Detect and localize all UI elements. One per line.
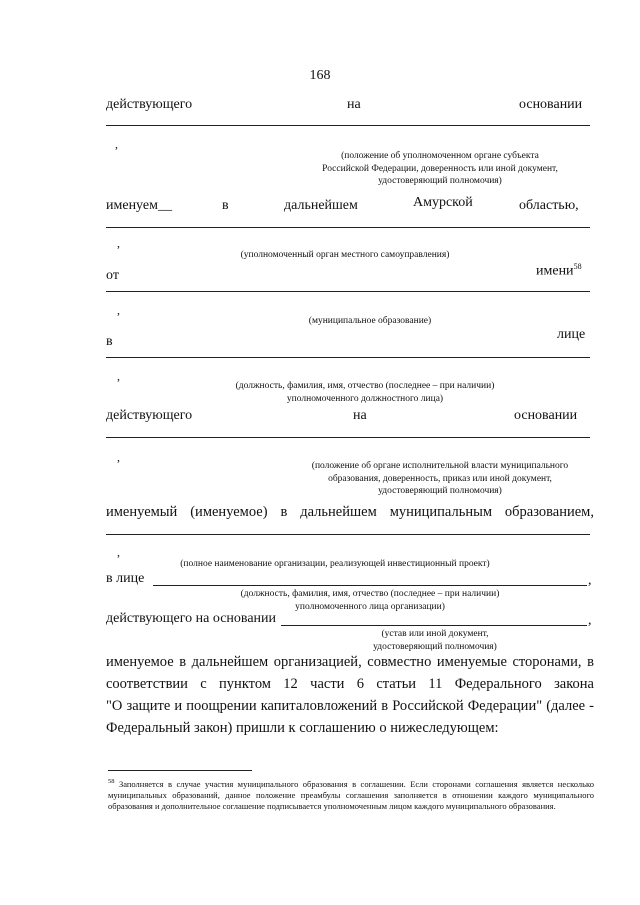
word-imeni — [536, 262, 582, 280]
comma: , — [115, 137, 118, 151]
fill-line — [153, 585, 587, 586]
line-imenuemyy: именуемый (именуемое) в дальнейшем муниципальным образованием, — [106, 504, 594, 520]
field-caption: (муниципальное образование) — [308, 316, 432, 326]
footnote-separator — [108, 770, 252, 771]
paragraph-line-1: именуемое в дальнейшем организацией, совместно именуемые сторонами, в — [106, 654, 594, 670]
word-deystvuyushchego: действующего — [106, 97, 193, 112]
word-oblastyu: областью, — [519, 198, 579, 213]
comma: , — [117, 450, 120, 464]
caption-line: (устав или иной документ, — [381, 629, 489, 639]
comma: , — [117, 369, 120, 383]
caption-line: уполномоченного должностного лица) — [286, 393, 444, 404]
word-ot: от — [106, 268, 119, 283]
word-amurskoy: Амурской — [413, 195, 473, 210]
word-dalneyshem: дальнейшем — [284, 198, 358, 213]
fill-line — [106, 227, 590, 228]
caption-line: удостоверяющий полномочия) — [378, 176, 502, 186]
comma: , — [588, 613, 592, 628]
word-na: на — [353, 408, 367, 423]
field-caption — [355, 628, 515, 653]
word-osnovanii: основании — [519, 97, 583, 112]
comma: , — [117, 303, 120, 317]
caption-line: Российской Федерации, доверенность или иной документ, — [322, 163, 558, 174]
word-na: на — [347, 97, 361, 112]
field-caption — [210, 380, 520, 405]
paragraph-line-2: соответствии с пунктом 12 части 6 статьи 11 Федерального закона — [106, 676, 594, 692]
word-v: в — [106, 334, 113, 349]
fill-line — [281, 625, 587, 626]
fill-line — [106, 291, 590, 292]
field-caption — [220, 588, 520, 613]
label-v-litse: в лице — [106, 571, 145, 586]
footnote — [108, 776, 594, 812]
caption-line: образования, доверенность, приказ или иной документ, — [328, 473, 552, 484]
word-v: в — [222, 198, 229, 213]
comma: , — [588, 573, 592, 588]
comma: , — [117, 545, 120, 559]
word-imenuem: именуем__ — [106, 198, 172, 213]
field-caption — [290, 460, 590, 498]
caption-line: (должность, фамилия, имя, отчество (последнее – при наличии) — [240, 589, 500, 599]
word-litse: лице — [557, 327, 586, 342]
word-imeni-text: имени — [536, 263, 574, 279]
caption-line: удостоверяющий полномочия) — [373, 641, 497, 652]
caption-line: удостоверяющий полномочия) — [378, 486, 502, 496]
fill-line — [106, 125, 590, 126]
footnote-text: Заполняется в случае участия муниципального образования в соглашении. Если сторонами соглашения является несколько муниципальных образований, данное положение преамбулы соглашения заполняется в отношении каждого муниципального образования и дополнительное соглашение подписывается уполномоченным лицом каждого муниципального образования. — [108, 778, 594, 811]
footnote-reference: 58 — [573, 262, 582, 271]
caption-line: (должность, фамилия, имя, отчество (последнее – при наличии) — [235, 381, 495, 391]
field-caption: (уполномоченный орган местного самоуправления) — [240, 250, 450, 260]
word-osnovanii: основании — [514, 408, 578, 423]
paragraph-line-4: Федеральный закон) пришли к соглашению о нижеследующем: — [106, 720, 499, 736]
caption-line: (положение об органе исполнительной власти муниципального — [311, 461, 569, 471]
paragraph-line-3: "О защите и поощрении капиталовложений в Российской Федерации" (далее - — [106, 698, 594, 714]
fill-line — [106, 534, 590, 535]
caption-line: уполномоченного лица организации) — [295, 601, 445, 612]
caption-line: (положение об уполномоченном органе субъекта — [341, 151, 539, 161]
label-deystvuyushchego-na-osnovanii: действующего на основании — [106, 611, 277, 626]
footnote-mark: 58 — [108, 778, 115, 785]
fill-line — [106, 357, 590, 358]
word-deystvuyushchego: действующего — [106, 408, 193, 423]
field-caption: (полное наименование организации, реализующей инвестиционный проект) — [180, 559, 490, 569]
field-caption — [290, 150, 590, 188]
fill-line — [106, 437, 590, 438]
comma: , — [117, 236, 120, 250]
page-number: 168 — [309, 68, 331, 83]
